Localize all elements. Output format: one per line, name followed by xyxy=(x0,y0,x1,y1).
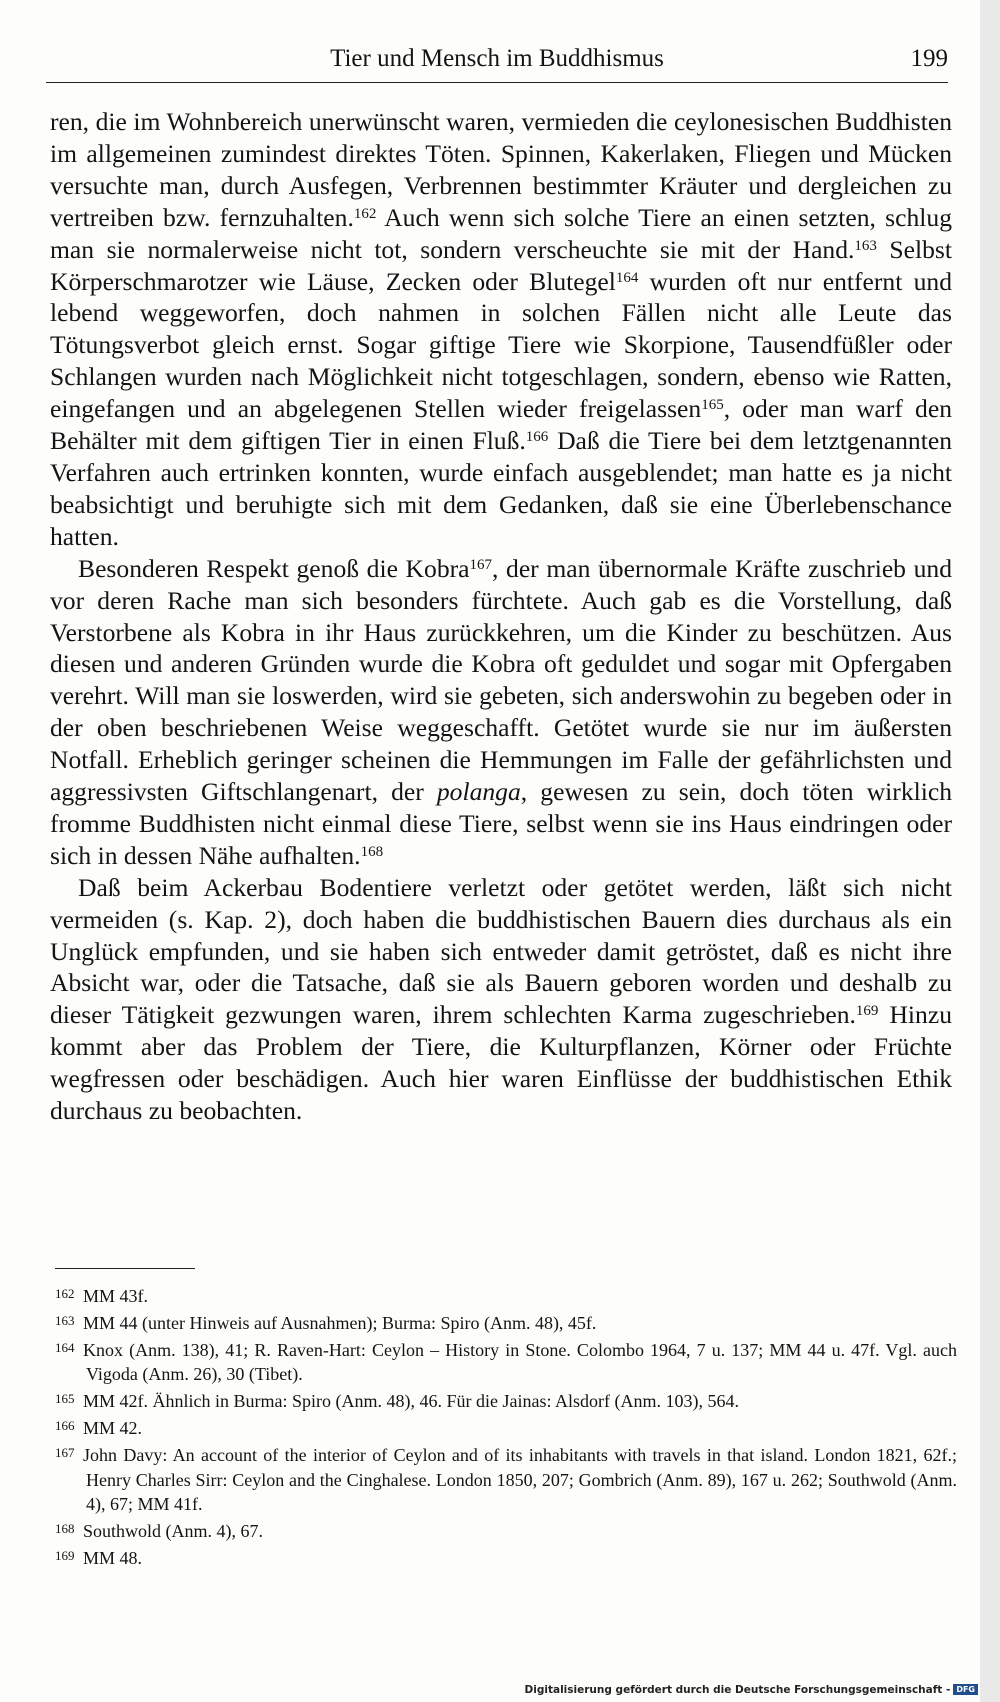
footnote xyxy=(55,1517,957,1544)
footnote-ref-168[interactable]: 168 xyxy=(360,843,384,860)
footnote xyxy=(55,1309,957,1336)
footnote-text: MM 48. xyxy=(83,1547,143,1568)
footnotes xyxy=(55,1282,957,1571)
footnote xyxy=(55,1336,957,1388)
footnote-text: Southwold (Anm. 4), 67. xyxy=(83,1521,263,1542)
running-title: Tier und Mensch im Buddhismus xyxy=(330,45,664,72)
footnote-number: 167 xyxy=(55,1444,75,1460)
footnote xyxy=(55,1414,957,1441)
footnote-number: 163 xyxy=(55,1312,75,1328)
footnote-text: MM 42f. Ähnlich in Burma: Spiro (Anm. 48), 46. Für die Jainas: Alsdorf (Anm. 103), 564. xyxy=(83,1391,739,1412)
footnote-number: 168 xyxy=(55,1521,75,1537)
footnote-text: MM 43f. xyxy=(83,1286,149,1306)
footnote-ref-163[interactable]: 163 xyxy=(854,237,877,254)
footnote-ref-162[interactable]: 162 xyxy=(353,205,377,222)
paragraph-1: ren, die im Wohnbereich unerwünscht waren, vermieden die ceylonesischen Buddhisten im allgemeinen zumindest direktes Töten. Spinnen, Kakerlaken, Fliegen und Mücken versuchte man, durch Ausfegen, Verbrennen bestimmter Kräuter und dergleichen zu vertreiben bzw. fernzuhalten.$^{162}$ Auch wenn sich solche Tiere an einen setzten, schlug man sie normalerweise nicht tot, sondern verscheuchte sie mit der Hand.$^{163}$ Selbst Körperschmarotzer wie Läuse, Zecken oder Blutegel$^{164}$ wurden oft nur entfernt und lebend weggeworfen, doch nahmen in solchen Fällen nicht alle Leute das Tötungsverbot gleich ernst. Sogar giftige Tiere wie Skorpione, Tausendfüßler oder Schlangen wurden nach Möglichkeit nicht totgeschlagen, sondern, ebenso wie Ratten, eingefangen und an abgelegenen Stellen wieder freigelassen$^{165}$, oder man warf den Behälter mit dem giftigen Tier in einen Fluß.$^{166}$ Daß die Tiere bei dem letztgenannten Verfahren auch ertrinken konnten, wurde einfach ausgeblendet; man hatte es ja nicht beabsichtigt und beruhigte sich mit dem Gedanken, daß sie eine Überlebenschance hatten. xyxy=(50,107,953,551)
dfg-logo: DFG xyxy=(953,1684,978,1695)
footnote-ref-166[interactable]: 166 xyxy=(525,429,549,446)
page-edge-shadow xyxy=(980,0,1000,1702)
paragraph-3: Daß beim Ackerbau Bodentiere verletzt oder getötet werden, läßt sich nicht vermeiden (s. Kap. 2), doch haben die buddhistischen Bauern dies durchaus als ein Unglück empfunden, und sie haben sich entweder damit getröstet, daß es nicht ihre Absicht war, oder die Tatsache, daß sie als Bauern geboren worden und deshalb zu dieser Tätigkeit gezwungen waren, ihrem schlechten Karma zugeschrieben.$^{169}$ Hinzu kommt aber das Problem der Tiere, die Kulturpflanzen, Körner oder Früchte wegfressen oder beschädigen. Auch hier waren Einflüsse der buddhistischen Ethik durchaus zu beobachten. xyxy=(50,872,952,1126)
footnote-ref-164[interactable]: 164 xyxy=(615,269,639,286)
footnote xyxy=(55,1282,957,1309)
main-text xyxy=(50,106,952,1127)
footnote-number: 165 xyxy=(55,1391,75,1407)
footnote-number: 166 xyxy=(55,1417,75,1433)
footnote-text: MM 42. xyxy=(83,1417,143,1438)
footnote xyxy=(55,1544,957,1571)
footnote-text: MM 44 (unter Hinweis auf Ausnahmen); Burma: Spiro (Anm. 48), 45f. xyxy=(83,1312,597,1333)
digitization-credit: Digitalisierung gefördert durch die Deutsche Forschungsgemeinschaft - DFG xyxy=(525,1684,978,1696)
footnote xyxy=(55,1387,957,1414)
footnote-number: 162 xyxy=(55,1286,75,1301)
paragraph-2: Besonderen Respekt genoß die Kobra$^{167}$, der man übernormale Kräfte zuschrieb und vor deren Rache man sich besonders fürchtete. Auch gab es die Vorstellung, daß Verstorbene als Kobra in ihr Haus zurückkehren, um die Kinder zu beschützen. Aus diesen und anderen Gründen wurde die Kobra oft geduldet und sogar mit Opfergaben verehrt. Will man sie loswerden, wird sie gebeten, sich anderswohin zu begeben oder in der oben beschriebenen Weise weggeschafft. Getötet wurde sie nur im äußersten Notfall. Erheblich geringer scheinen die Hemmungen im Falle der gefährlichsten und aggressivsten Giftschlangenart, der polanga, gewesen zu sein, doch töten wirklich fromme Buddhisten nicht einmal diese Tiere, selbst wenn sie ins Haus eindringen oder sich in dessen Nähe aufhalten.$^{168}$ xyxy=(50,553,952,870)
page-number: 199 xyxy=(910,45,948,72)
footnote-text: Knox (Anm. 138), 41; R. Raven-Hart: Ceylon – History in Stone. Colombo 1964, 7 u. 137; MM 44 u. 47f. Vgl. auch Vigoda (Anm. 26), 30 (Tibet). xyxy=(83,1339,957,1385)
footnote-number: 169 xyxy=(55,1547,75,1563)
footnote-number: 164 xyxy=(55,1339,75,1355)
footnote-ref-167[interactable]: 167 xyxy=(469,556,493,573)
footnote-text: John Davy: An account of the interior of Ceylon and of its inhabitants with travels in that island. London 1821, 62f.; Henry Charles Sirr: Ceylon and the Cinghalese. London 1850, 207; Gombrich (Anm. 89), 167 u. 262; Southwold (Anm. 4), 67; MM 41f. xyxy=(83,1444,957,1515)
footnote-ref-165[interactable]: 165 xyxy=(701,397,724,414)
footnote xyxy=(55,1441,957,1517)
footnote-separator xyxy=(55,1268,195,1269)
running-header xyxy=(46,42,948,83)
italic-term: polanga xyxy=(436,777,521,807)
footnote-ref-169[interactable]: 169 xyxy=(855,1003,879,1020)
